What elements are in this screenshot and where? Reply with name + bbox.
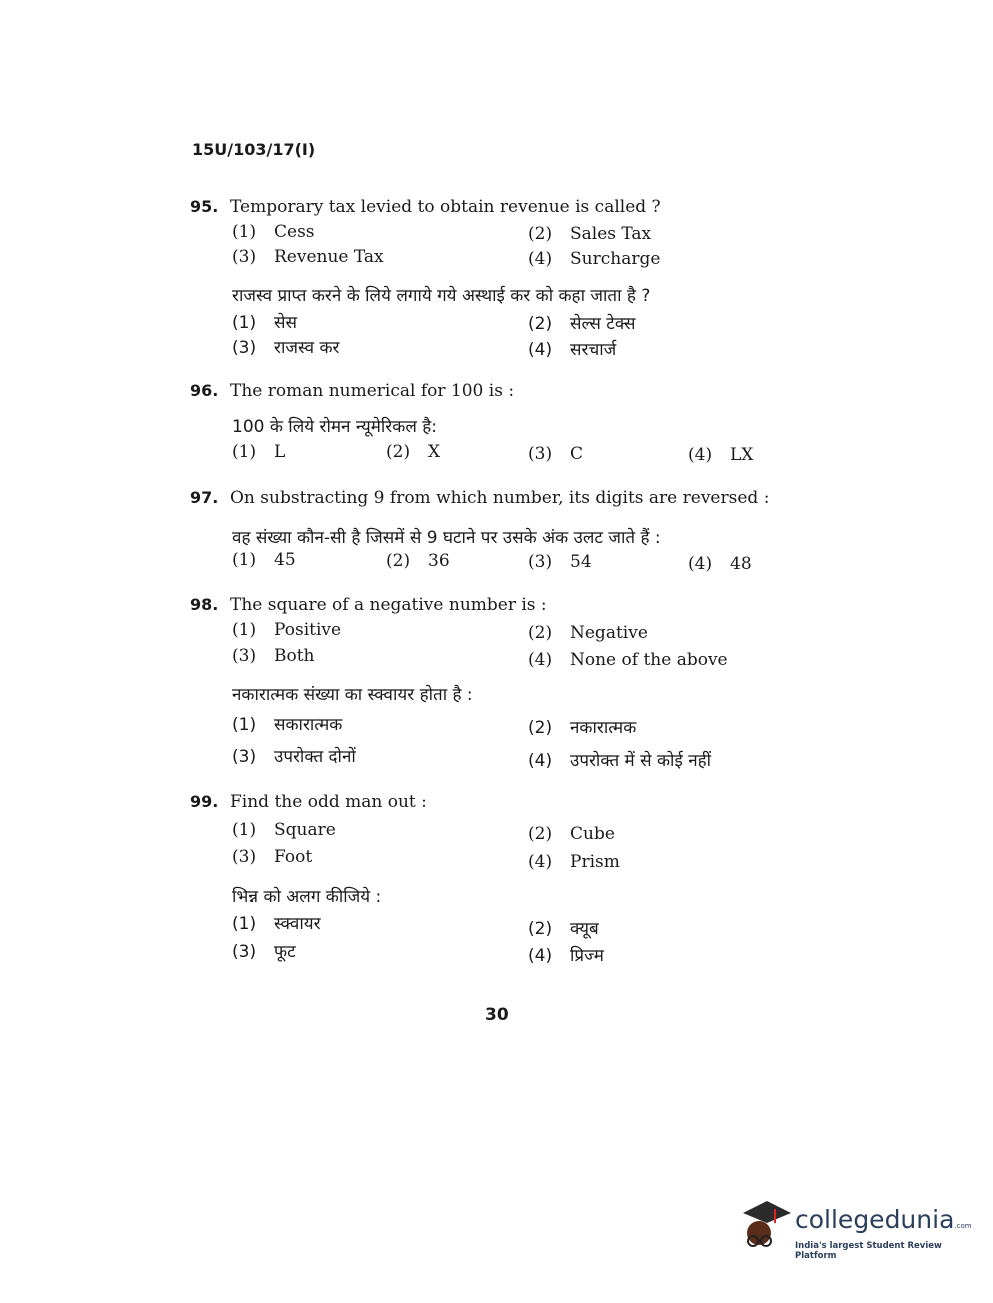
option: (2) Cube <box>528 824 615 844</box>
option: (3) उपरोक्त दोनों <box>232 747 356 767</box>
option: (3) फूट <box>232 942 296 962</box>
option: (1) Positive <box>232 620 342 640</box>
option: (1) L <box>232 442 286 462</box>
option: (4) सरचार्ज <box>528 340 617 360</box>
question-98 <box>190 595 547 615</box>
logo-tagline: India's largest Student Review Platform <box>795 1241 942 1261</box>
question-text-hindi: वह संख्या कौन-सी है जिसमें से 9 घटाने पर उसके अंक उलट जाते हैं : <box>232 528 661 548</box>
logo-wordmark: collegedunia.com <box>795 1205 972 1234</box>
option: (4) 48 <box>688 554 752 574</box>
mascot-icon <box>735 1195 795 1255</box>
option: (3) Both <box>232 646 315 666</box>
option: (2) Negative <box>528 623 648 643</box>
option: (3) C <box>528 444 584 464</box>
option: (3) 54 <box>528 552 592 572</box>
option: (3) राजस्व कर <box>232 338 340 358</box>
page-number: 30 <box>485 1005 509 1025</box>
option: (1) सेस <box>232 313 297 333</box>
question-text-hindi: भिन्न को अलग कीजिये : <box>232 887 382 907</box>
option: (2) सेल्स टेक्स <box>528 314 636 334</box>
question-number: 98. <box>190 595 219 614</box>
question-text: Temporary tax levied to obtain revenue is called ? <box>230 197 661 217</box>
option: (4) Surcharge <box>528 249 661 269</box>
option: (3) Revenue Tax <box>232 247 384 267</box>
question-text-hindi: नकारात्मक संख्या का स्क्वायर होता है : <box>232 685 473 705</box>
option: (2) नकारात्मक <box>528 718 637 738</box>
option: (2) X <box>386 442 441 462</box>
question-number: 96. <box>190 381 219 400</box>
page-code: 15U/103/17(I) <box>192 140 316 159</box>
option: (2) Sales Tax <box>528 224 652 244</box>
question-text: The roman numerical for 100 is : <box>230 381 515 401</box>
question-96 <box>190 381 514 401</box>
question-99 <box>190 792 427 812</box>
question-text-hindi: 100 के लिये रोमन न्यूमेरिकल है: <box>232 417 438 437</box>
option: (4) None of the above <box>528 650 728 670</box>
option: (1) Cess <box>232 222 315 242</box>
question-text-hindi: राजस्व प्राप्त करने के लिये लगाये गये अस्थाई कर को कहा जाता है ? <box>232 286 651 306</box>
collegedunia-logo <box>735 1195 972 1265</box>
option: (1) सकारात्मक <box>232 715 343 735</box>
question-text: On substracting 9 from which number, its digits are reversed : <box>230 488 770 508</box>
question-95 <box>190 197 661 217</box>
option: (1) Square <box>232 820 336 840</box>
option: (4) प्रिज्म <box>528 946 604 966</box>
option: (2) 36 <box>386 551 450 571</box>
option: (1) 45 <box>232 550 296 570</box>
question-text: Find the odd man out : <box>230 792 427 812</box>
question-97 <box>190 488 769 508</box>
question-number: 95. <box>190 197 219 216</box>
question-number: 97. <box>190 488 219 507</box>
option: (4) उपरोक्त में से कोई नहीं <box>528 751 712 771</box>
option: (4) LX <box>688 445 754 465</box>
option: (1) स्क्वायर <box>232 914 321 934</box>
option: (2) क्यूब <box>528 919 599 939</box>
question-text: The square of a negative number is : <box>230 595 547 615</box>
option: (4) Prism <box>528 852 620 872</box>
option: (3) Foot <box>232 847 313 867</box>
question-number: 99. <box>190 792 219 811</box>
